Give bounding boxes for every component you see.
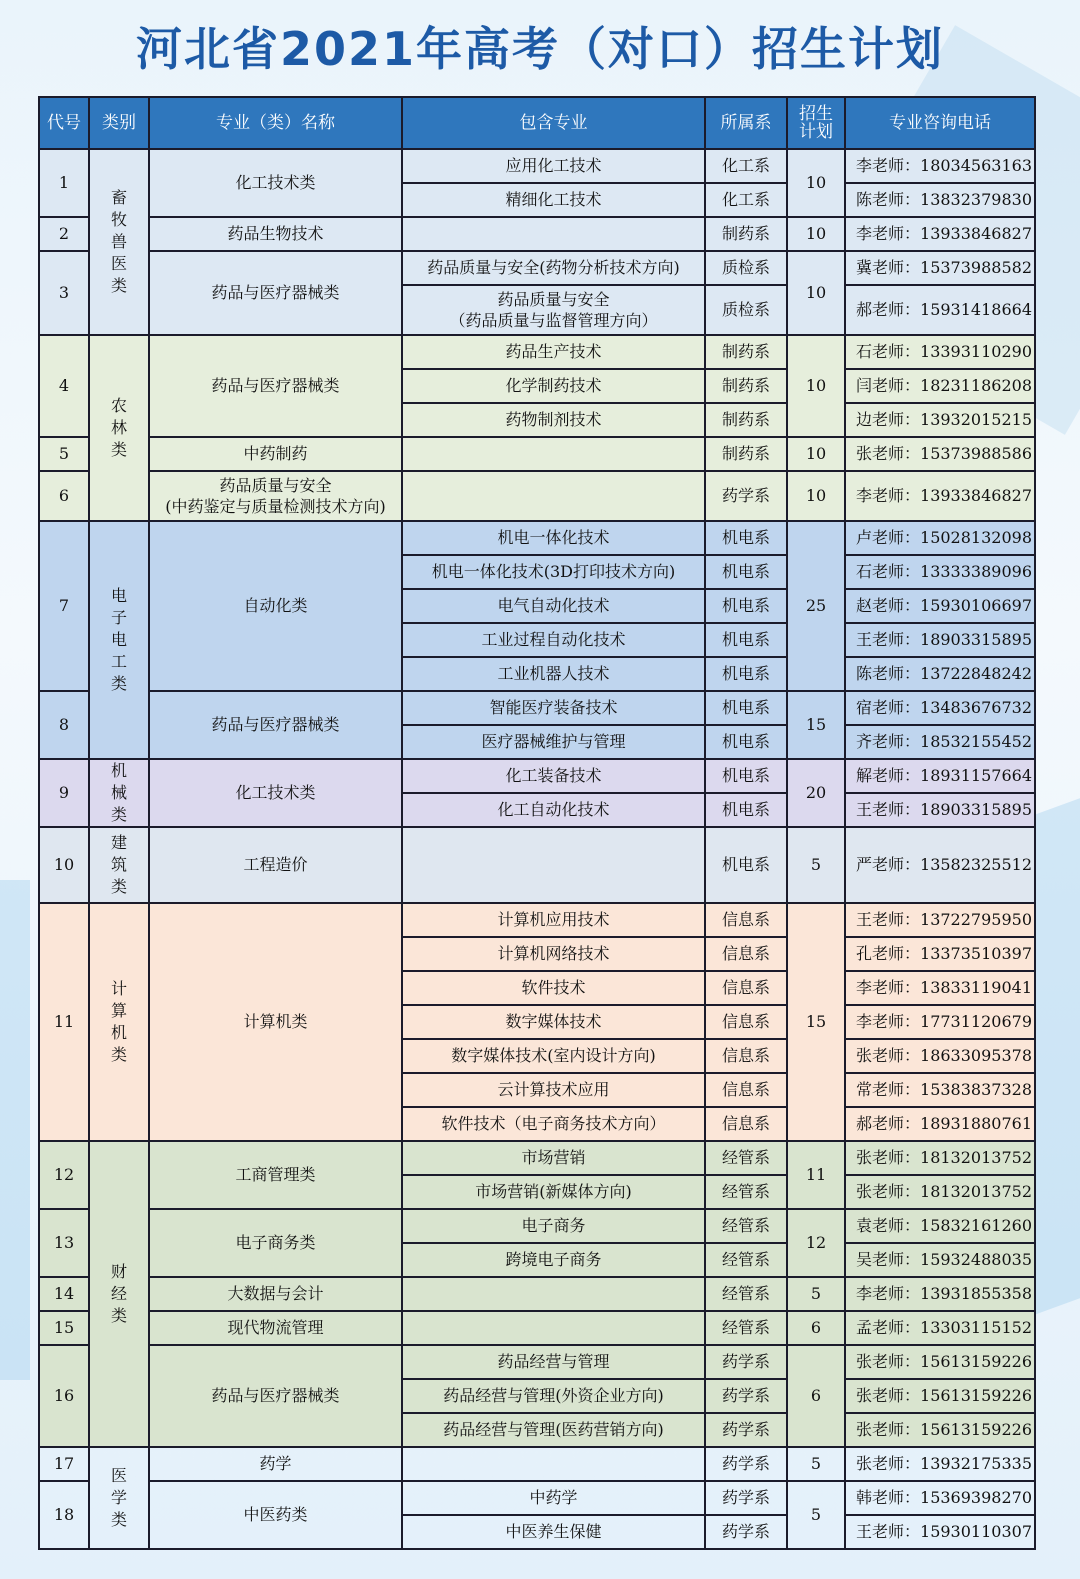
category-cell [89,335,149,521]
plan-count: 25 [787,521,845,691]
category-label: 财 经 类 [110,1262,127,1325]
included-major [402,1277,705,1311]
plan-count: 11 [787,1141,845,1209]
consult-phone: 张老师：15373988586 [845,437,1035,471]
included-major: 精细化工技术 [402,183,705,217]
category-cell [89,1447,149,1549]
department: 药学系 [705,471,787,521]
included-major: 机电一体化技术 [402,521,705,555]
major-name: 工程造价 [149,827,402,903]
category-label: 建 筑 类 [110,833,127,896]
row-code: 11 [39,903,89,1141]
plan-count: 10 [787,471,845,521]
included-major: 药物制剂技术 [402,403,705,437]
department: 经管系 [705,1175,787,1209]
consult-phone: 张老师：15613159226 [845,1345,1035,1379]
included-major: 软件技术（电子商务技术方向） [402,1107,705,1141]
category-label: 畜 牧 兽 医 类 [110,188,127,295]
included-major: 药品质量与安全 （药品质量与监督管理方向） [402,285,705,335]
department: 机电系 [705,657,787,691]
table-row [39,521,1035,555]
consult-phone: 宿老师：13483676732 [845,691,1035,725]
department: 机电系 [705,623,787,657]
header-code: 代号 [39,97,89,149]
department: 机电系 [705,521,787,555]
included-major: 机电一体化技术(3D打印技术方向) [402,555,705,589]
department: 药学系 [705,1481,787,1515]
included-major [402,827,705,903]
included-major: 市场营销(新媒体方向) [402,1175,705,1209]
department: 经管系 [705,1277,787,1311]
consult-phone: 孔老师：13373510397 [845,937,1035,971]
department: 信息系 [705,1039,787,1073]
consult-phone: 卢老师：15028132098 [845,521,1035,555]
included-major: 药品经营与管理 [402,1345,705,1379]
header-category: 类别 [89,97,149,149]
major-name: 药品与医疗器械类 [149,335,402,437]
plan-count: 6 [787,1345,845,1447]
consult-phone: 孟老师：13303115152 [845,1311,1035,1345]
consult-phone: 李老师：13931855358 [845,1277,1035,1311]
plan-count: 10 [787,217,845,251]
header-major: 专业（类）名称 [149,97,402,149]
consult-phone: 郝老师：18931880761 [845,1107,1035,1141]
category-cell [89,827,149,903]
row-code: 10 [39,827,89,903]
table-row [39,251,1035,285]
department: 信息系 [705,1107,787,1141]
consult-phone: 张老师：18633095378 [845,1039,1035,1073]
table-row [39,1481,1035,1515]
consult-phone: 郝老师：15931418664 [845,285,1035,335]
consult-phone: 张老师：15613159226 [845,1413,1035,1447]
major-name: 大数据与会计 [149,1277,402,1311]
department: 化工系 [705,183,787,217]
major-name: 中药制药 [149,437,402,471]
table-row [39,149,1035,183]
included-major: 应用化工技术 [402,149,705,183]
header-phone: 专业咨询电话 [845,97,1035,149]
department: 机电系 [705,589,787,623]
included-major: 软件技术 [402,971,705,1005]
included-major [402,1311,705,1345]
plan-count: 5 [787,827,845,903]
major-name: 药品质量与安全 (中药鉴定与质量检测技术方向) [149,471,402,521]
header-plan: 招生 计划 [787,97,845,149]
included-major: 中医养生保健 [402,1515,705,1549]
table-row [39,1141,1035,1175]
consult-phone: 石老师：13333389096 [845,555,1035,589]
included-major: 计算机应用技术 [402,903,705,937]
consult-phone: 吴老师：15932488035 [845,1243,1035,1277]
included-major: 跨境电子商务 [402,1243,705,1277]
consult-phone: 陈老师：13722848242 [845,657,1035,691]
major-name: 自动化类 [149,521,402,691]
department: 信息系 [705,903,787,937]
consult-phone: 张老师：13932175335 [845,1447,1035,1481]
background-decoration [0,880,30,1380]
table-row [39,691,1035,725]
category-cell [89,759,149,827]
row-code: 16 [39,1345,89,1447]
department: 机电系 [705,725,787,759]
table-row [39,335,1035,369]
plan-count: 5 [787,1447,845,1481]
major-name: 药品生物技术 [149,217,402,251]
department: 制药系 [705,217,787,251]
department: 药学系 [705,1413,787,1447]
consult-phone: 王老师：18903315895 [845,793,1035,827]
included-major: 工业过程自动化技术 [402,623,705,657]
table-row [39,217,1035,251]
included-major: 数字媒体技术(室内设计方向) [402,1039,705,1073]
department: 经管系 [705,1209,787,1243]
plan-count: 10 [787,437,845,471]
table-header-row [39,97,1035,149]
category-cell [89,521,149,759]
department: 药学系 [705,1515,787,1549]
row-code: 7 [39,521,89,691]
department: 药学系 [705,1345,787,1379]
department: 化工系 [705,149,787,183]
department: 制药系 [705,437,787,471]
department: 信息系 [705,971,787,1005]
major-name: 药品与医疗器械类 [149,691,402,759]
consult-phone: 赵老师：15930106697 [845,589,1035,623]
consult-phone: 闫老师：18231186208 [845,369,1035,403]
table-row [39,827,1035,903]
included-major [402,1447,705,1481]
plan-count: 6 [787,1311,845,1345]
major-name: 现代物流管理 [149,1311,402,1345]
table-row [39,1447,1035,1481]
enrollment-table [38,96,1036,1550]
category-label: 农 林 类 [110,396,127,459]
row-code: 13 [39,1209,89,1277]
table-row [39,1209,1035,1243]
major-name: 化工技术类 [149,759,402,827]
consult-phone: 张老师：18132013752 [845,1141,1035,1175]
included-major: 计算机网络技术 [402,937,705,971]
table-row [39,437,1035,471]
department: 信息系 [705,1005,787,1039]
plan-count: 10 [787,251,845,335]
included-major: 中药学 [402,1481,705,1515]
included-major: 药品生产技术 [402,335,705,369]
consult-phone: 王老师：13722795950 [845,903,1035,937]
major-name: 化工技术类 [149,149,402,217]
department: 质检系 [705,285,787,335]
included-major: 药品质量与安全(药物分析技术方向) [402,251,705,285]
category-cell [89,903,149,1141]
consult-phone: 韩老师：15369398270 [845,1481,1035,1515]
major-name: 药品与医疗器械类 [149,251,402,335]
category-label: 计 算 机 类 [110,979,127,1064]
consult-phone: 石老师：13393110290 [845,335,1035,369]
major-name: 计算机类 [149,903,402,1141]
included-major [402,217,705,251]
row-code: 4 [39,335,89,437]
row-code: 12 [39,1141,89,1209]
row-code: 2 [39,217,89,251]
major-name: 电子商务类 [149,1209,402,1277]
included-major [402,471,705,521]
consult-phone: 张老师：18132013752 [845,1175,1035,1209]
included-major: 药品经营与管理(外资企业方向) [402,1379,705,1413]
consult-phone: 李老师：13833119041 [845,971,1035,1005]
consult-phone: 李老师：13933846827 [845,471,1035,521]
department: 信息系 [705,1073,787,1107]
department: 药学系 [705,1379,787,1413]
row-code: 5 [39,437,89,471]
consult-phone: 陈老师：13832379830 [845,183,1035,217]
plan-count: 15 [787,903,845,1141]
table-row [39,759,1035,793]
major-name: 药学 [149,1447,402,1481]
plan-count: 12 [787,1209,845,1277]
department: 机电系 [705,793,787,827]
plan-count: 15 [787,691,845,759]
category-label: 医 学 类 [110,1466,127,1529]
major-name: 中医药类 [149,1481,402,1549]
table-row [39,903,1035,937]
consult-phone: 李老师：17731120679 [845,1005,1035,1039]
consult-phone: 王老师：18903315895 [845,623,1035,657]
department: 信息系 [705,937,787,971]
table-row [39,1277,1035,1311]
department: 经管系 [705,1243,787,1277]
row-code: 6 [39,471,89,521]
row-code: 15 [39,1311,89,1345]
table-row [39,1345,1035,1379]
plan-count: 10 [787,149,845,217]
included-major: 云计算技术应用 [402,1073,705,1107]
consult-phone: 李老师：13933846827 [845,217,1035,251]
consult-phone: 张老师：15613159226 [845,1379,1035,1413]
plan-count: 20 [787,759,845,827]
plan-count: 5 [787,1277,845,1311]
row-code: 17 [39,1447,89,1481]
department: 制药系 [705,335,787,369]
department: 机电系 [705,691,787,725]
category-cell [89,1141,149,1447]
category-label: 电 子 电 工 类 [110,586,127,693]
major-name: 药品与医疗器械类 [149,1345,402,1447]
included-major: 市场营销 [402,1141,705,1175]
category-label: 机 械 类 [110,761,127,824]
row-code: 18 [39,1481,89,1549]
row-code: 14 [39,1277,89,1311]
department: 质检系 [705,251,787,285]
header-dept: 所属系 [705,97,787,149]
consult-phone: 袁老师：15832161260 [845,1209,1035,1243]
plan-count: 5 [787,1481,845,1549]
included-major: 工业机器人技术 [402,657,705,691]
department: 机电系 [705,827,787,903]
page-title: 河北省2021年高考（对口）招生计划 [135,22,945,76]
row-code: 8 [39,691,89,759]
consult-phone: 边老师：13932015215 [845,403,1035,437]
department: 制药系 [705,369,787,403]
consult-phone: 冀老师：15373988582 [845,251,1035,285]
plan-count: 10 [787,335,845,437]
department: 经管系 [705,1311,787,1345]
included-major: 医疗器械维护与管理 [402,725,705,759]
header-included: 包含专业 [402,97,705,149]
included-major: 数字媒体技术 [402,1005,705,1039]
consult-phone: 李老师：18034563163 [845,149,1035,183]
row-code: 1 [39,149,89,217]
table-row [39,1311,1035,1345]
table-row [39,471,1035,521]
included-major: 智能医疗装备技术 [402,691,705,725]
row-code: 3 [39,251,89,335]
department: 机电系 [705,759,787,793]
consult-phone: 解老师：18931157664 [845,759,1035,793]
major-name: 工商管理类 [149,1141,402,1209]
included-major: 电气自动化技术 [402,589,705,623]
consult-phone: 王老师：15930110307 [845,1515,1035,1549]
included-major [402,437,705,471]
included-major: 化工自动化技术 [402,793,705,827]
included-major: 电子商务 [402,1209,705,1243]
included-major: 化工装备技术 [402,759,705,793]
department: 药学系 [705,1447,787,1481]
department: 制药系 [705,403,787,437]
included-major: 化学制药技术 [402,369,705,403]
row-code: 9 [39,759,89,827]
consult-phone: 齐老师：18532155452 [845,725,1035,759]
consult-phone: 常老师：15383837328 [845,1073,1035,1107]
department: 经管系 [705,1141,787,1175]
included-major: 药品经营与管理(医药营销方向) [402,1413,705,1447]
consult-phone: 严老师：13582325512 [845,827,1035,903]
category-cell [89,149,149,335]
department: 机电系 [705,555,787,589]
table-body [39,149,1035,1549]
